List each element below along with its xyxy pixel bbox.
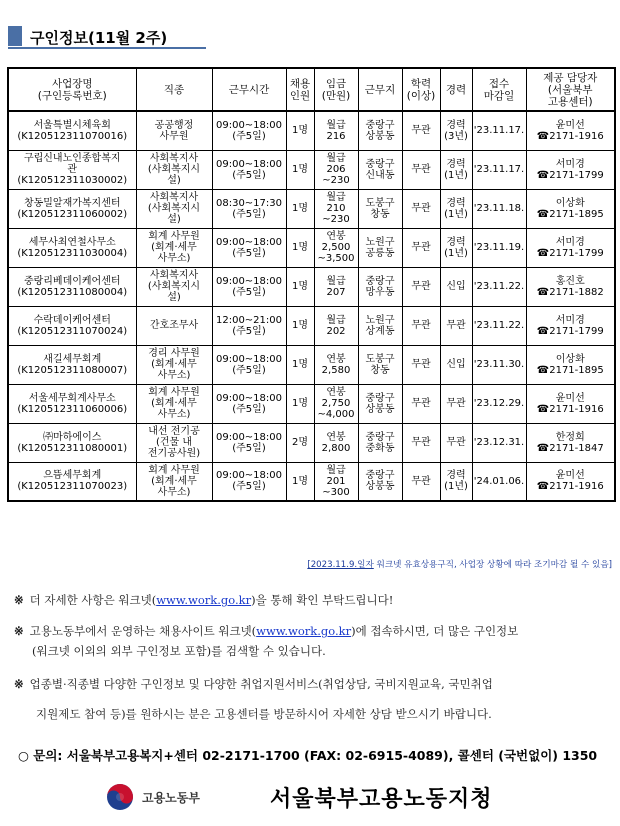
deadline-cell: '23.12.31. — [472, 423, 526, 462]
column-header: 접수 마감일 — [472, 68, 526, 111]
contact-cell: 윤미선 ☎2171-1916 — [526, 384, 615, 423]
openings-cell: 1명 — [286, 267, 314, 306]
wage-cell: 연봉 2,500 ~3,500 — [314, 228, 358, 267]
location-cell: 중랑구 상봉동 — [358, 462, 402, 501]
education-cell: 무관 — [402, 345, 440, 384]
page-title: 구인정보(11월 2주) — [30, 29, 168, 47]
contact-cell: 서미경 ☎2171-1799 — [526, 306, 615, 345]
column-header: 학력 (이상) — [402, 68, 440, 111]
table-row — [8, 345, 615, 384]
table-row — [8, 384, 615, 423]
column-header: 경력 — [440, 68, 472, 111]
location-cell: 노원구 공릉동 — [358, 228, 402, 267]
bullet-mark: ※ — [14, 593, 24, 607]
ministry-name: 고용노동부 — [142, 791, 200, 805]
page-title-bar — [8, 26, 206, 48]
bullet-3-text: 업종별·직종별 다양한 구인정보 및 다양한 취업지원서비스(취업상담, 국비지원교육, 국민취업 — [29, 677, 493, 691]
location-cell: 중랑구 신내동 — [358, 150, 402, 189]
office-name: 서울북부고용노동지청 — [270, 787, 493, 812]
company-cell: 서울세무회계사무소 (K120512311060006) — [8, 384, 136, 423]
wage-cell: 연봉 2,580 — [314, 345, 358, 384]
bullet-3 — [14, 676, 493, 692]
contact-cell: 서미경 ☎2171-1799 — [526, 150, 615, 189]
bullet-2-text-end: )에 접속하시면, 더 많은 구인정보 — [351, 624, 519, 638]
experience-cell: 무관 — [440, 384, 472, 423]
experience-cell: 무관 — [440, 306, 472, 345]
table-body — [8, 111, 615, 501]
deadline-cell: '23.11.22. — [472, 267, 526, 306]
experience-cell: 신입 — [440, 267, 472, 306]
location-cell: 도봉구 창동 — [358, 345, 402, 384]
wage-cell: 연봉 2,800 — [314, 423, 358, 462]
company-cell: 수락데이케어센터 (K120512311070024) — [8, 306, 136, 345]
education-cell: 무관 — [402, 462, 440, 501]
contact-cell: 이상화 ☎2171-1895 — [526, 345, 615, 384]
column-header: 직종 — [136, 68, 212, 111]
work-hours-cell: 09:00~18:00 (주5일) — [212, 462, 286, 501]
location-cell: 중랑구 망우동 — [358, 267, 402, 306]
bullet-mark: ※ — [14, 624, 24, 638]
job-type-cell: 공공행정 사무원 — [136, 111, 212, 150]
experience-cell: 경력 (3년) — [440, 111, 472, 150]
job-type-cell: 회계 사무원 (회계·세무 사무소) — [136, 462, 212, 501]
education-cell: 무관 — [402, 384, 440, 423]
contact-cell: 서미경 ☎2171-1799 — [526, 228, 615, 267]
table-row — [8, 462, 615, 501]
job-type-cell: 내선 전기공 (건물 내 전기공사원) — [136, 423, 212, 462]
job-type-cell: 회계 사무원 (회계·세무 사무소) — [136, 228, 212, 267]
work-hours-cell: 12:00~21:00 (주5일) — [212, 306, 286, 345]
experience-cell: 경력 (1년) — [440, 462, 472, 501]
note-text: 워크넷 유효상용구직, 사업장 상황에 따라 조기마감 될 수 있음] — [373, 560, 612, 570]
table-row — [8, 150, 615, 189]
column-header: 근무시간 — [212, 68, 286, 111]
taegeuk-icon — [100, 782, 140, 812]
experience-cell: 무관 — [440, 423, 472, 462]
job-type-cell: 사회복지사 (사회복지시 설) — [136, 150, 212, 189]
job-type-cell: 회계 사무원 (회계·세무 사무소) — [136, 384, 212, 423]
job-listings-table — [7, 67, 616, 502]
contact-cell: 이상화 ☎2171-1895 — [526, 189, 615, 228]
column-header: 사업장명 (구인등록번호) — [8, 68, 136, 111]
wage-cell: 월급 207 — [314, 267, 358, 306]
table-row — [8, 228, 615, 267]
company-cell: 서울특별시체육회 (K120512311070016) — [8, 111, 136, 150]
location-cell: 도봉구 창동 — [358, 189, 402, 228]
bullet-2-text: 고용노동부에서 운영하는 채용사이트 워크넷( — [29, 624, 257, 638]
job-type-cell: 사회복지사 (사회복지시 설) — [136, 189, 212, 228]
deadline-cell: '23.11.22. — [472, 306, 526, 345]
contact-cell: 윤미선 ☎2171-1916 — [526, 462, 615, 501]
bullet-1 — [14, 592, 393, 608]
deadline-cell: '24.01.06. — [472, 462, 526, 501]
openings-cell: 1명 — [286, 462, 314, 501]
table-row — [8, 111, 615, 150]
company-cell: 중랑리베데이케어센터 (K120512311080004) — [8, 267, 136, 306]
location-cell: 중랑구 상봉동 — [358, 384, 402, 423]
company-cell: ㈜마하에이스 (K120512311080001) — [8, 423, 136, 462]
company-cell: 새길세무회계 (K120512311080007) — [8, 345, 136, 384]
column-header: 근무지 — [358, 68, 402, 111]
job-type-cell: 사회복지사 (사회복지시 설) — [136, 267, 212, 306]
wage-cell: 월급 206 ~230 — [314, 150, 358, 189]
openings-cell: 1명 — [286, 189, 314, 228]
worknet-link[interactable]: www.work.go.kr — [156, 593, 252, 607]
education-cell: 무관 — [402, 306, 440, 345]
table-note — [307, 558, 612, 570]
bullet-2-line2: (워크넷 이외의 외부 구인정보 포함)를 검색할 수 있습니다. — [32, 644, 326, 658]
work-hours-cell: 09:00~18:00 (주5일) — [212, 111, 286, 150]
location-cell: 노원구 상계동 — [358, 306, 402, 345]
contact-cell: 홍진호 ☎2171-1882 — [526, 267, 615, 306]
table-row — [8, 267, 615, 306]
note-date: [2023.11.9.일자 — [307, 560, 374, 570]
bullet-3-line2: 지원제도 참여 등)를 원하시는 분은 고용센터를 방문하시어 자세한 상담 받으시기 바랍니다. — [36, 707, 492, 721]
title-marker — [8, 26, 22, 46]
table-header-row — [8, 68, 615, 111]
bullet-2 — [14, 623, 518, 639]
ministry-logo — [100, 782, 270, 812]
work-hours-cell: 09:00~18:00 (주5일) — [212, 150, 286, 189]
deadline-cell: '23.11.19. — [472, 228, 526, 267]
wage-cell: 월급 210 ~230 — [314, 189, 358, 228]
openings-cell: 2명 — [286, 423, 314, 462]
job-type-cell: 경리 사무원 (회계·세무 사무소) — [136, 345, 212, 384]
work-hours-cell: 09:00~18:00 (주5일) — [212, 345, 286, 384]
work-hours-cell: 09:00~18:00 (주5일) — [212, 228, 286, 267]
work-hours-cell: 08:30~17:30 (주5일) — [212, 189, 286, 228]
experience-cell: 경력 (1년) — [440, 150, 472, 189]
work-hours-cell: 09:00~18:00 (주5일) — [212, 384, 286, 423]
education-cell: 무관 — [402, 267, 440, 306]
openings-cell: 1명 — [286, 228, 314, 267]
wage-cell: 연봉 2,750 ~4,000 — [314, 384, 358, 423]
company-cell: 세무사최연철사무소 (K120512311030004) — [8, 228, 136, 267]
location-cell: 중랑구 상봉동 — [358, 111, 402, 150]
deadline-cell: '23.12.29. — [472, 384, 526, 423]
bullet-1-text-end: )을 통해 확인 부탁드립니다! — [251, 593, 394, 607]
location-cell: 중랑구 중화동 — [358, 423, 402, 462]
experience-cell: 경력 (1년) — [440, 189, 472, 228]
openings-cell: 1명 — [286, 111, 314, 150]
table-row — [8, 423, 615, 462]
deadline-cell: '23.11.17. — [472, 150, 526, 189]
education-cell: 무관 — [402, 189, 440, 228]
title-underline — [8, 47, 206, 49]
openings-cell: 1명 — [286, 150, 314, 189]
deadline-cell: '23.11.30. — [472, 345, 526, 384]
column-header: 채용 인원 — [286, 68, 314, 111]
table-row — [8, 306, 615, 345]
wage-cell: 월급 202 — [314, 306, 358, 345]
work-hours-cell: 09:00~18:00 (주5일) — [212, 423, 286, 462]
company-cell: 으뜸세무회계 (K120512311070023) — [8, 462, 136, 501]
company-cell: 구립신내노인종합복지 관 (K120512311030002) — [8, 150, 136, 189]
deadline-cell: '23.11.17. — [472, 111, 526, 150]
openings-cell: 1명 — [286, 345, 314, 384]
bullet-mark: ※ — [14, 677, 24, 691]
contact-cell: 윤미선 ☎2171-1916 — [526, 111, 615, 150]
table-row — [8, 189, 615, 228]
column-header: 임금 (만원) — [314, 68, 358, 111]
bullet-1-text: 더 자세한 사항은 워크넷( — [29, 593, 157, 607]
work-hours-cell: 09:00~18:00 (주5일) — [212, 267, 286, 306]
wage-cell: 월급 216 — [314, 111, 358, 150]
deadline-cell: '23.11.18. — [472, 189, 526, 228]
job-type-cell: 간호조무사 — [136, 306, 212, 345]
education-cell: 무관 — [402, 111, 440, 150]
experience-cell: 경력 (1년) — [440, 228, 472, 267]
column-header: 제공 담당자 (서울북부 고용센터) — [526, 68, 615, 111]
education-cell: 무관 — [402, 228, 440, 267]
experience-cell: 신입 — [440, 345, 472, 384]
openings-cell: 1명 — [286, 306, 314, 345]
contact-info: ○ 문의: 서울북부고용복지+센터 02-2171-1700 (FAX: 02-6915-4089), 콜센터 (국번없이) 1350 — [18, 748, 598, 763]
education-cell: 무관 — [402, 423, 440, 462]
wage-cell: 월급 201 ~300 — [314, 462, 358, 501]
worknet-link[interactable]: www.work.go.kr — [256, 624, 352, 638]
contact-cell: 한정희 ☎2171-1847 — [526, 423, 615, 462]
company-cell: 창동밀알재가복지센터 (K120512311060002) — [8, 189, 136, 228]
openings-cell: 1명 — [286, 384, 314, 423]
education-cell: 무관 — [402, 150, 440, 189]
